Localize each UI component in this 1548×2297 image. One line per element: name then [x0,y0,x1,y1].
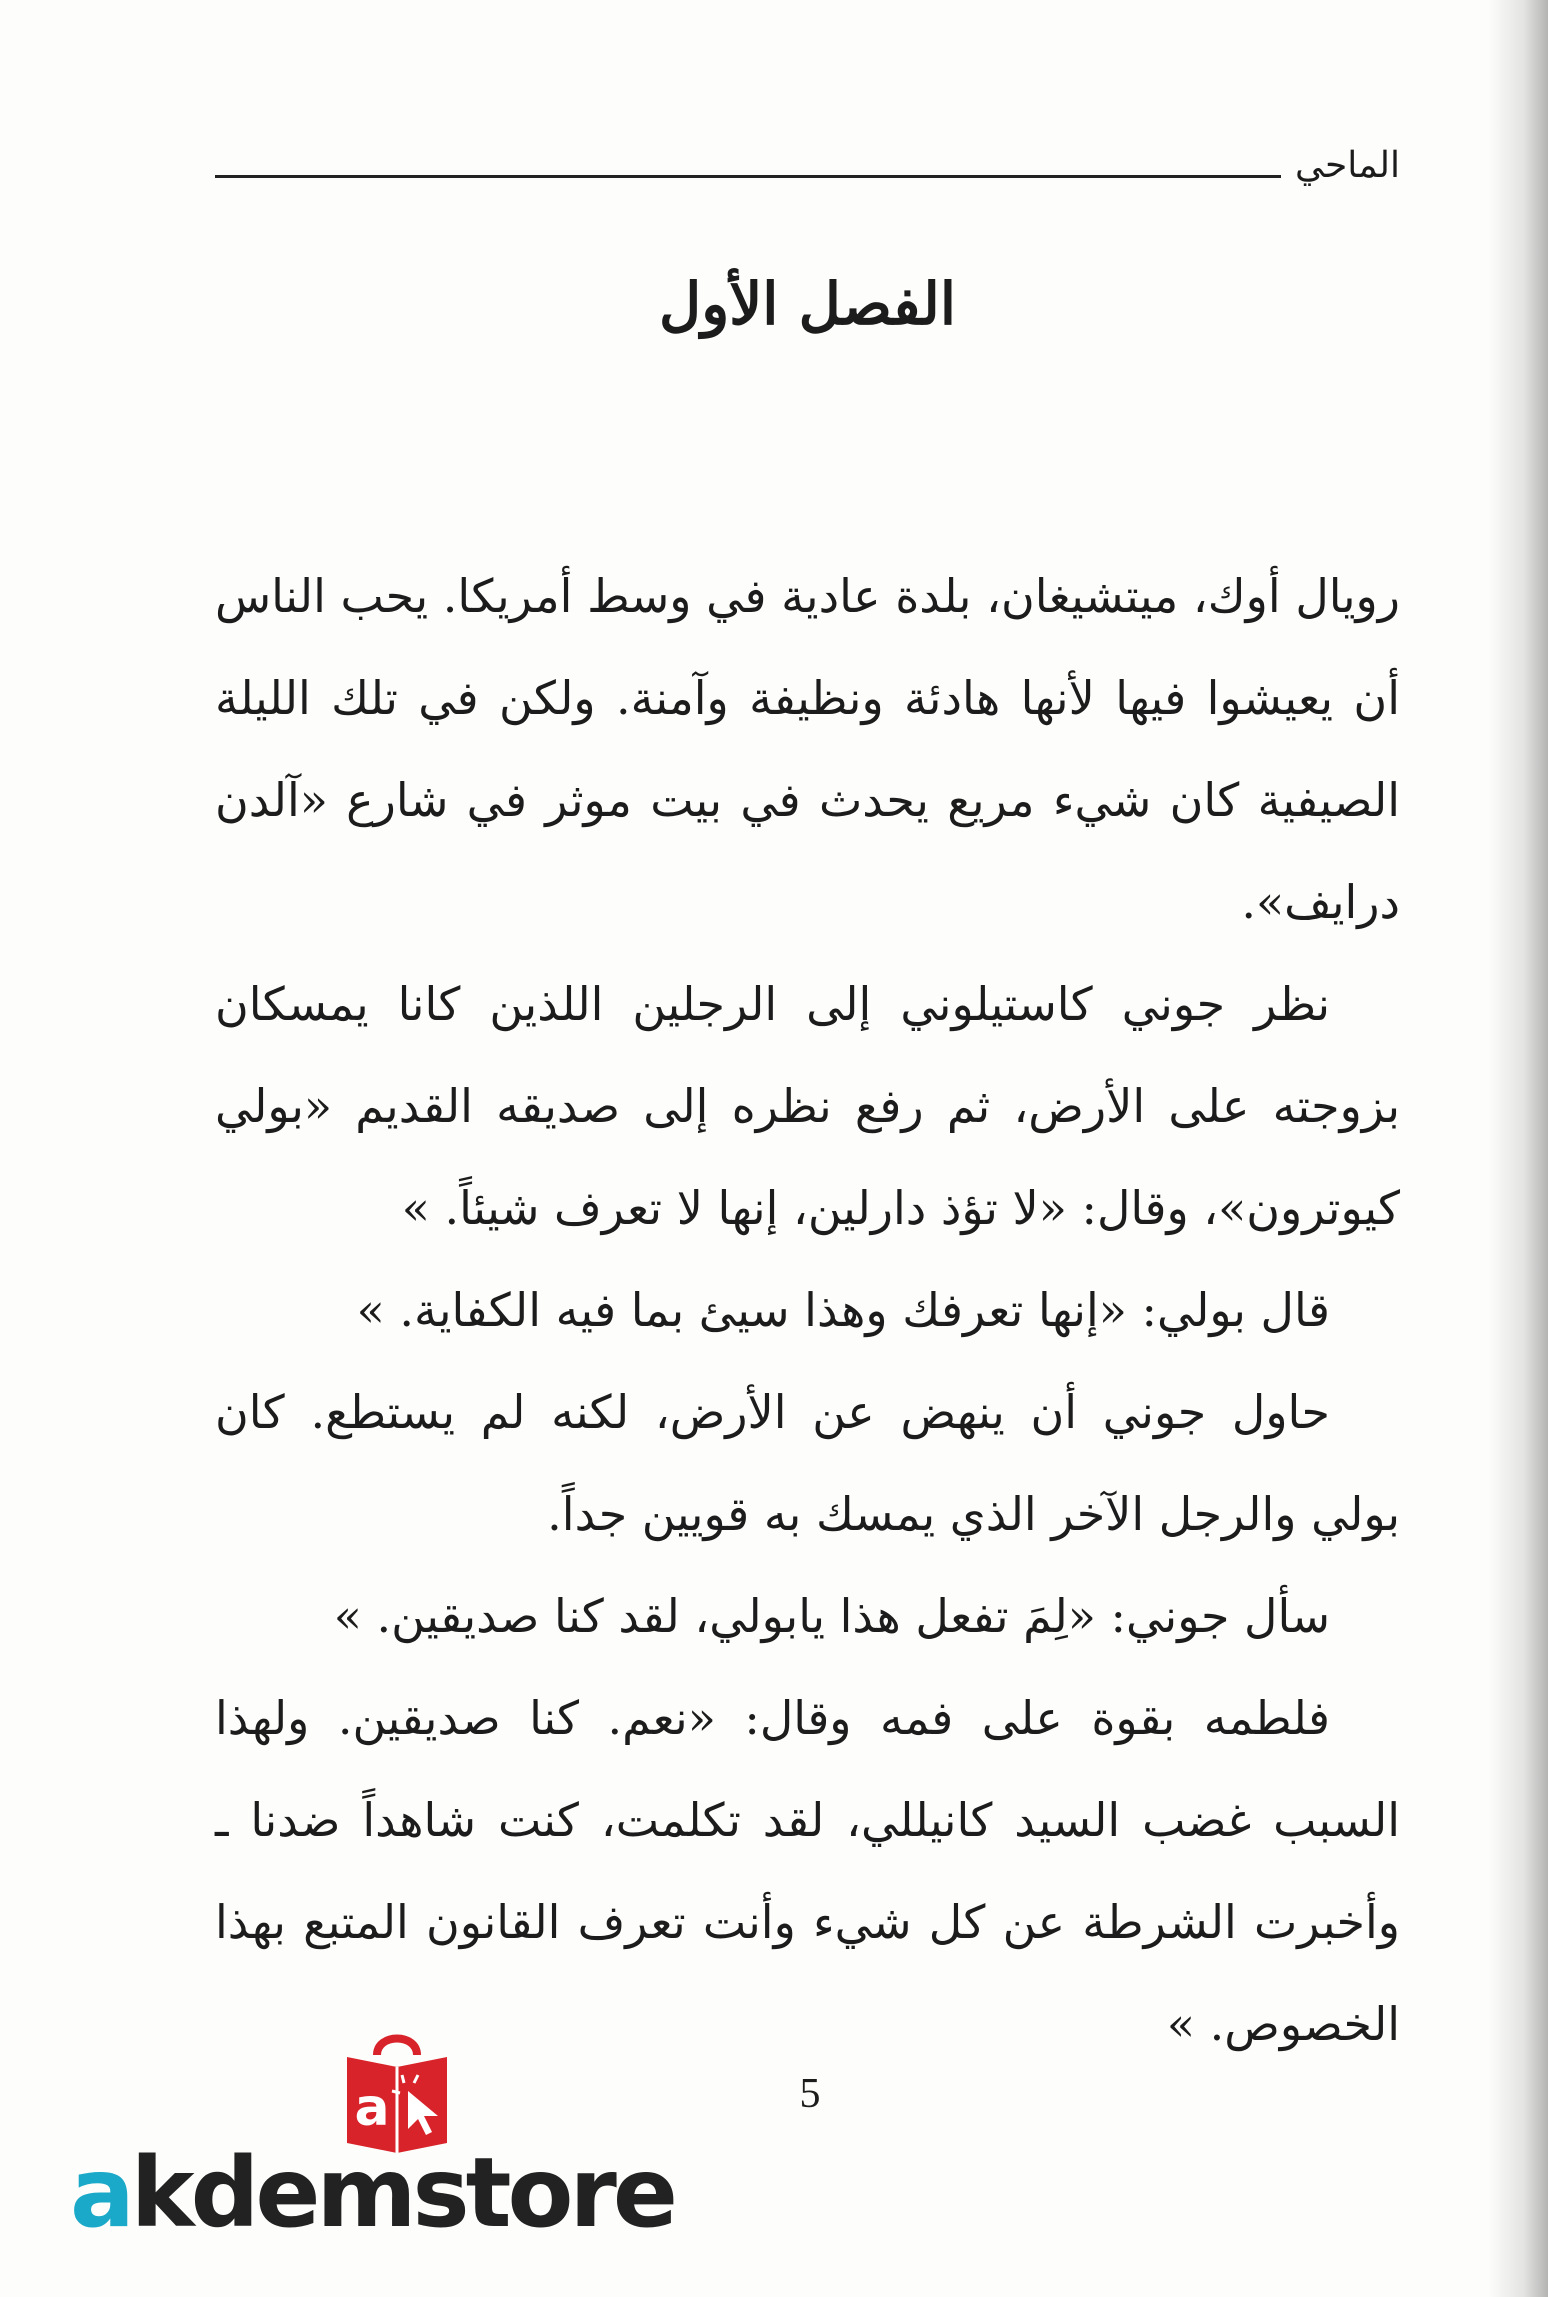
logo-wordmark [70,2137,674,2249]
running-head [215,120,1400,184]
logo-wordmark-rest: kdemstore [130,2137,674,2249]
paragraph-6: فلطمه بقوة على فمه وقال: «نعم. كنا صديقين. ولهذا السبب غضب السيد كانيللي، لقد تكلمت، كنت شاهداً ضدنا ـ وأخبرت الشرطة عن كل شيء وأنت تعرف القانون المتبع بهذا الخصوص. » [215,1691,1400,2051]
akdemstore-logo [70,2025,674,2255]
logo-mark-letter: a [354,2078,390,2138]
book-icon [342,2025,452,2155]
running-head-rule [215,175,1281,178]
paragraph-2: نظر جوني كاستيلوني إلى الرجلين اللذين كانا يمسكان بزوجته على الأرض، ثم رفع نظره إلى صديقه القديم «بولي كيوترون»، وقال: «لا تؤذ دارلين، إنها لا تعرف شيئاً. » [215,977,1400,1235]
paragraph-4: حاول جوني أن ينهض عن الأرض، لكنه لم يستطع. كان بولي والرجل الآخر الذي يمسك به قويين جداً. [215,1385,1400,1541]
logo-wordmark-accent: a [70,2137,131,2249]
page-edge-shadow [1488,0,1548,2297]
running-head-title: الماحي [1294,145,1400,186]
paragraph-3: قال بولي: «إنها تعرفك وهذا سيئ بما فيه الكفاية. » [356,1283,1330,1337]
chapter-title: الفصل الأول [659,270,956,338]
paragraph-1: رويال أوك، ميتشيغان، بلدة عادية في وسط أمريكا. يحب الناس أن يعيشوا فيها لأنها هادئة ونظيفة وآمنة. ولكن في تلك الليلة الصيفية كان شيء مريع يحدث في بيت موثر في شارع «آلدن درايف». [215,569,1400,929]
page-number: 5 [799,2071,821,2117]
body-text [215,545,1400,2075]
paragraph-5: سأل جوني: «لِمَ تفعل هذا يابولي، لقد كنا صديقين. » [333,1589,1330,1643]
